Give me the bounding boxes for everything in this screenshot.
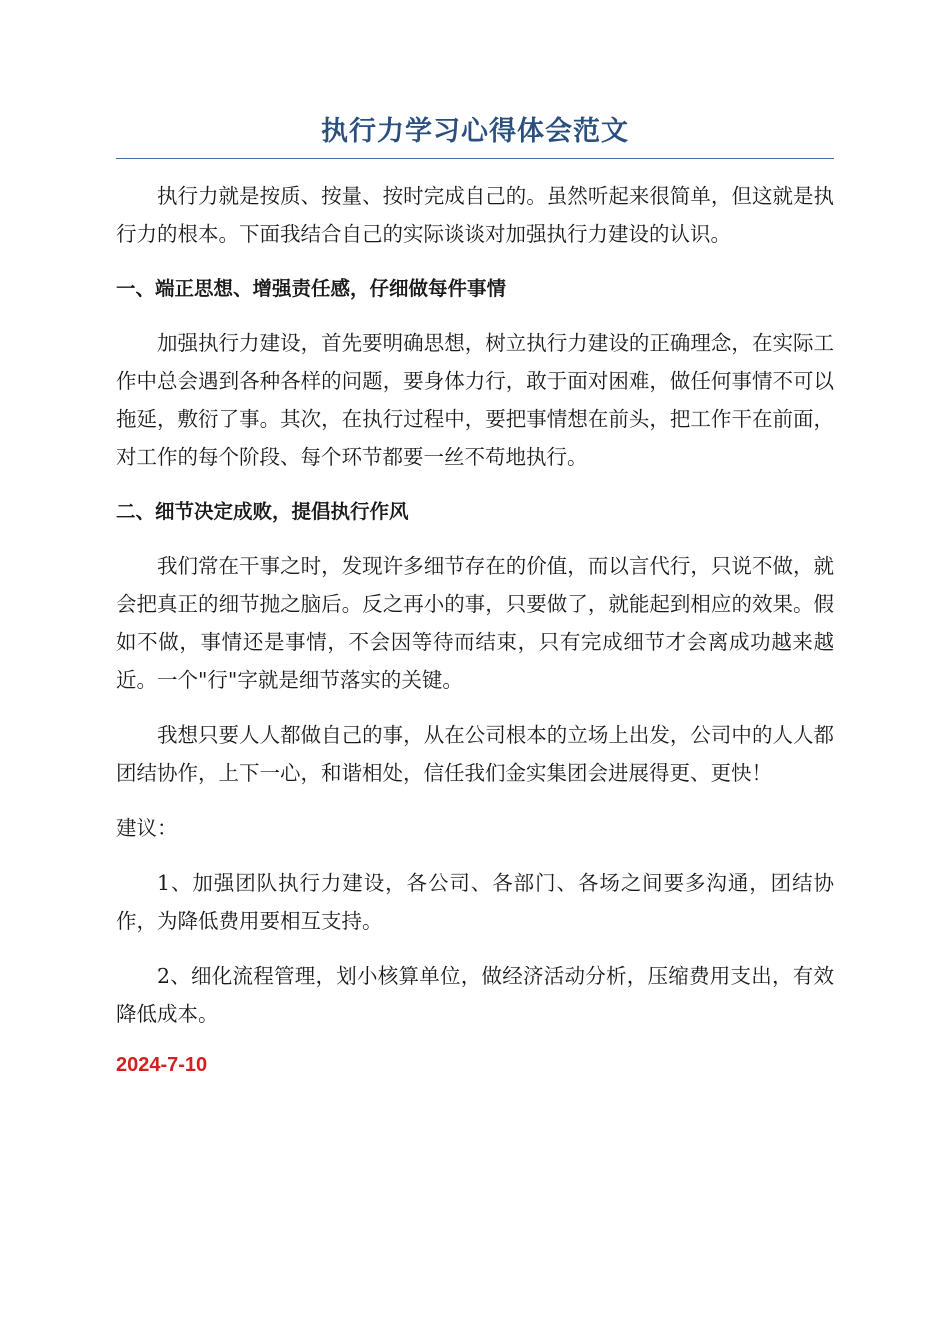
section-2-heading: 二、细节决定成败，提倡执行作风 [116,500,409,523]
intro-paragraph: 执行力就是按质、按量、按时完成自己的。虽然听起来很简单，但这就是执行力的根本。下面我结合自己的实际谈谈对加强执行力建设的认识。 [116,184,834,246]
document-page [116,110,834,1080]
section-1-heading: 一、端正思想、增强责任感，仔细做每件事情 [116,277,507,300]
suggestion-1: 1、加强团队执行力建设，各公司、各部门、各场之间要多沟通，团结协作，为降低费用要相互支持。 [116,871,834,933]
section-2-paragraph-2: 我想只要人人都做自己的事，从在公司根本的立场上出发，公司中的人人都团结协作，上下一心，和谐相处，信任我们金实集团会进展得更、更快！ [116,723,834,785]
document-date: 2024-7-10 [116,1054,208,1076]
document-title: 执行力学习心得体会范文 [116,110,834,159]
suggestions-label: 建议： [116,816,178,840]
suggestion-2: 2、细化流程管理，划小核算单位，做经济活动分析，压缩费用支出，有效降低成本。 [116,964,834,1026]
section-2-paragraph-1: 我们常在干事之时，发现许多细节存在的价值，而以言代行，只说不做，就会把真正的细节抛之脑后。反之再小的事，只要做了，就能起到相应的效果。假如不做，事情还是事情，不会因等待而结束，只有完成细节才会离成功越来越近。一个"行"字就是细节落实的关键。 [116,554,834,692]
section-1-paragraph: 加强执行力建设，首先要明确思想，树立执行力建设的正确理念，在实际工作中总会遇到各种各样的问题，要身体力行，敢于面对困难，做任何事情不可以拖延，敷衍了事。其次，在执行过程中，要把事情想在前头，把工作干在前面，对工作的每个阶段、每个环节都要一丝不苟地执行。 [116,331,834,469]
